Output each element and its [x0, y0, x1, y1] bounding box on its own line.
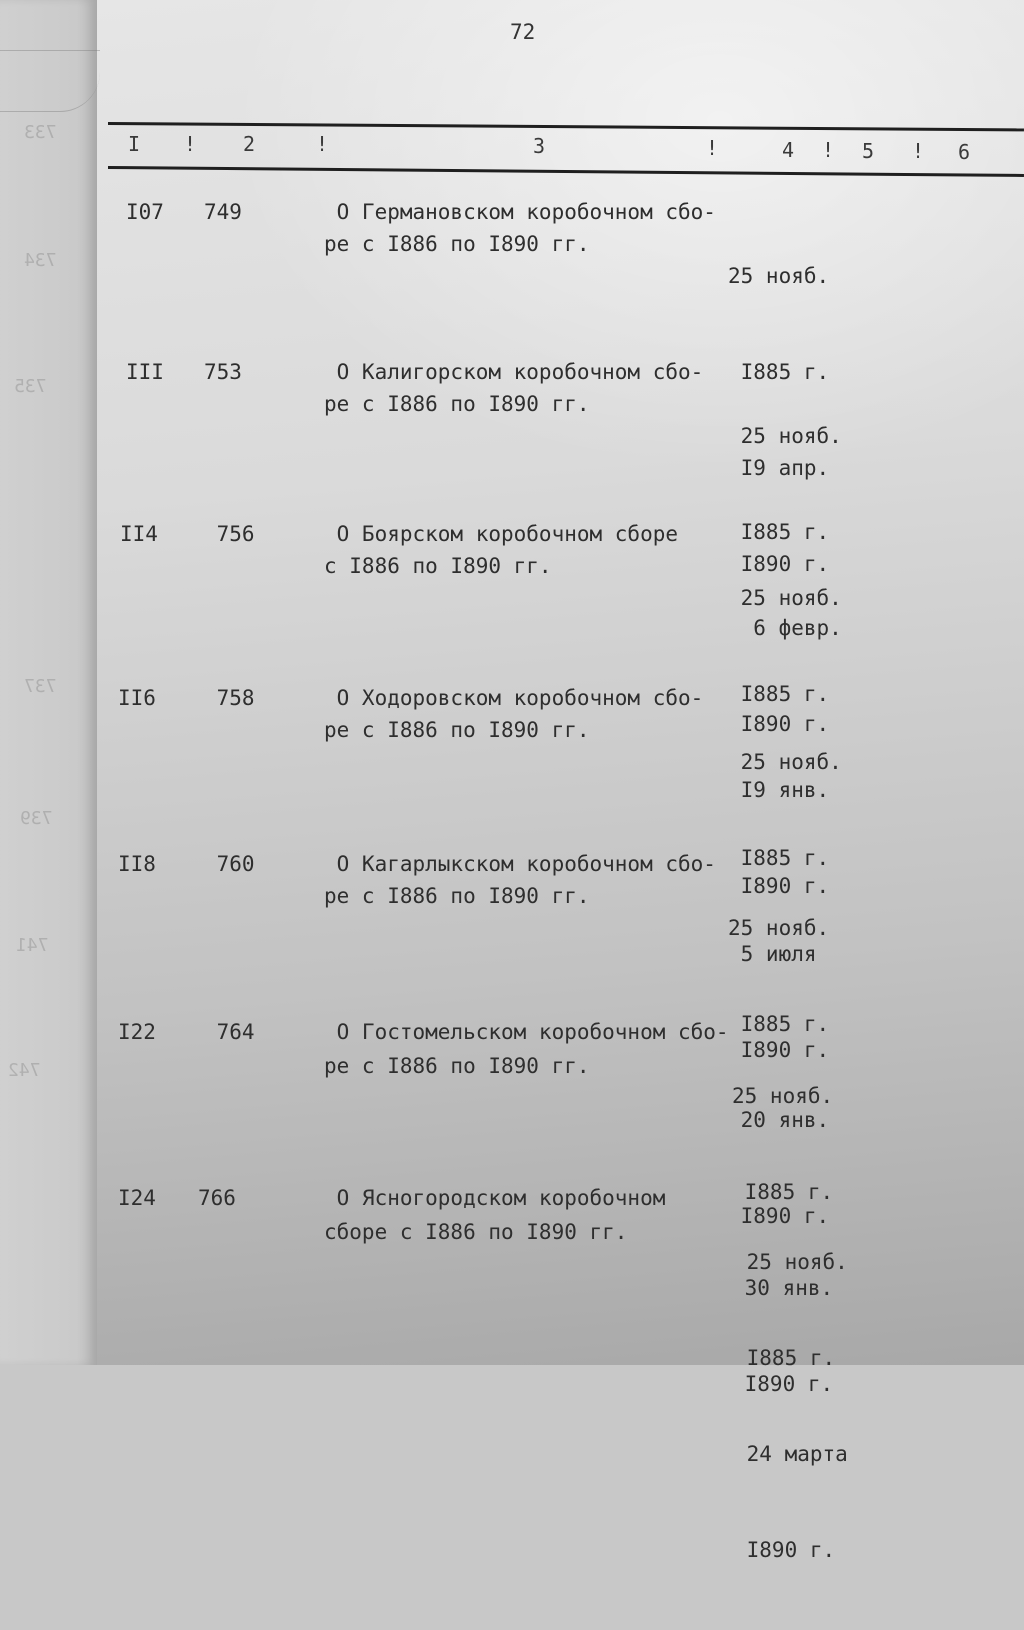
file-number: 758 — [204, 686, 255, 710]
start-date-year: I885 г. — [728, 846, 830, 870]
file-title-line-1: О Кагарлыкском коробочном сбо- — [324, 852, 716, 876]
start-date-year: I885 г. — [734, 1346, 836, 1370]
table-row — [0, 1182, 1024, 1562]
start-date-year: I885 г. — [728, 520, 830, 544]
file-title-line-1: О Гостомельском коробочном сбо- — [324, 1020, 729, 1044]
start-date-day: 25 нояб. — [728, 916, 830, 940]
file-title-line-2: ре с I886 по I890 гг. — [324, 718, 590, 742]
end-date-day: 6 февр. — [728, 616, 842, 640]
start-date-day: 25 нояб. — [728, 750, 842, 774]
start-date-day: 25 нояб. — [728, 264, 830, 288]
bleed-number: 741 — [16, 935, 49, 956]
file-number: 766 — [198, 1186, 236, 1210]
column-header-2: 2 — [243, 132, 256, 156]
start-date-day: 25 нояб. — [734, 1250, 848, 1274]
end-date-day: I9 апр. — [728, 456, 830, 480]
column-header-5: 5 — [862, 139, 875, 163]
column-separator: ! — [912, 139, 925, 163]
end-date-year: I890 г. — [728, 1204, 830, 1228]
column-separator: ! — [316, 132, 329, 156]
end-date-year: I890 г. — [728, 712, 830, 736]
column-header-1: I — [128, 132, 141, 156]
file-number: 749 — [204, 200, 242, 224]
file-title-line-2: ре с I886 по I890 гг. — [324, 232, 590, 256]
start-date-year: I885 г. — [728, 360, 830, 384]
table-header-bottom-rule — [108, 166, 1024, 177]
row-index: I07 — [126, 200, 164, 224]
end-date-day: 5 июля — [728, 942, 817, 966]
row-index: II6 — [118, 686, 156, 710]
file-title-line-2: ре с I886 по I890 гг. — [324, 1054, 590, 1078]
column-separator: ! — [706, 136, 719, 160]
file-dates — [734, 1182, 848, 1630]
row-index: I24 — [118, 1186, 156, 1210]
start-date-year: I885 г. — [728, 1012, 830, 1036]
page-number: 72 — [510, 20, 536, 44]
adjacent-page-header-rules — [0, 50, 100, 112]
file-title-line-1: О Ясногородском коробочном — [324, 1186, 666, 1210]
file-title-line-2: с I886 по I890 гг. — [324, 554, 552, 578]
start-date-day: 25 нояб. — [728, 424, 842, 448]
end-date-day: 24 марта — [734, 1442, 848, 1466]
end-date-year: I890 г. — [734, 1538, 836, 1562]
end-date-year: I890 г. — [728, 1038, 830, 1062]
row-index: II4 — [120, 522, 158, 546]
file-title-line-1: О Германовском коробочном сбо- — [324, 200, 716, 224]
row-index: II8 — [118, 852, 156, 876]
file-number: 764 — [204, 1020, 255, 1044]
bleed-number: 735 — [14, 376, 47, 397]
file-title-line-2: сборе с I886 по I890 гг. — [324, 1220, 628, 1244]
end-date-day: 20 янв. — [728, 1108, 830, 1132]
file-title-line-2: ре с I886 по I890 гг. — [324, 884, 590, 908]
end-date-year: I890 г. — [732, 1372, 834, 1396]
bleed-number: 734 — [24, 250, 57, 271]
end-date-year: I890 г. — [728, 874, 830, 898]
bleed-number: 737 — [24, 676, 57, 697]
file-title-line-1: О Калигорском коробочном сбо- — [324, 360, 704, 384]
start-date-day: 25 нояб. — [728, 586, 842, 610]
start-date-year: I885 г. — [732, 1180, 834, 1204]
bleed-number: 733 — [24, 122, 57, 143]
bleed-number: 742 — [8, 1060, 41, 1081]
row-index: III — [126, 360, 164, 384]
file-number: 753 — [204, 360, 242, 384]
start-date-year: I885 г. — [728, 682, 830, 706]
bleed-number: 739 — [20, 808, 53, 829]
column-header-6: 6 — [958, 140, 971, 164]
file-title-line-2: ре с I886 по I890 гг. — [324, 392, 590, 416]
end-date-day: I9 янв. — [728, 778, 830, 802]
column-separator: ! — [822, 138, 835, 162]
table-header-top-rule — [108, 122, 1024, 131]
end-date-year: I890 г. — [728, 552, 830, 576]
file-number: 760 — [204, 852, 255, 876]
start-date-day: 25 нояб. — [732, 1084, 834, 1108]
file-number: 756 — [204, 522, 255, 546]
file-title-line-1: О Ходоровском коробочном сбо- — [324, 686, 704, 710]
end-date-day: 30 янв. — [732, 1276, 834, 1300]
row-index: I22 — [118, 1020, 156, 1044]
column-header-4: 4 — [782, 138, 795, 162]
column-header-3: 3 — [533, 134, 546, 158]
file-title-line-1: О Боярском коробочном сборе — [324, 522, 679, 546]
column-separator: ! — [184, 132, 197, 156]
